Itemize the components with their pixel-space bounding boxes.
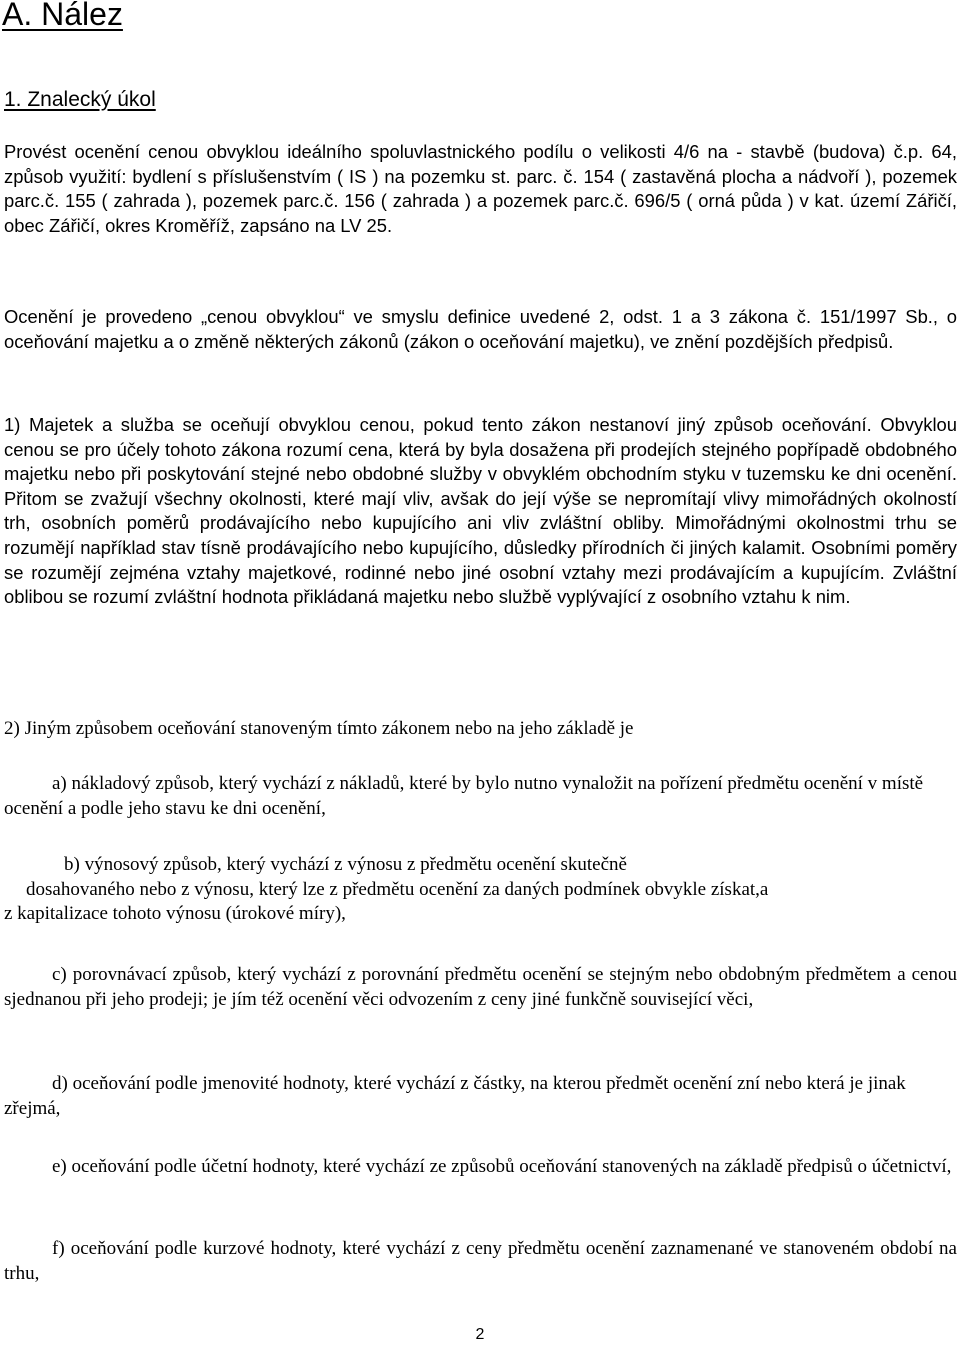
valuation-paragraph: Ocenění je provedeno „cenou obvyklou“ ve smyslu definice uvedené 2, odst. 1 a 3 zákona č. 151/1997 Sb., o oceňování majetku a o změně některých zákonů (zákon o oceňování majetku), ve znění pozdějších předpisů. bbox=[4, 306, 957, 352]
item-b-line: b) výnosový způsob, který vychází z výnosu z předmětu ocenění skutečně bbox=[64, 854, 627, 875]
subsection-heading: 1. Znalecký úkol bbox=[4, 88, 156, 111]
item-b-paragraph bbox=[4, 853, 957, 927]
section-2-paragraph: 2) Jiným způsobem oceňování stanoveným tímto zákonem nebo na jeho základě je bbox=[4, 718, 634, 739]
section-1-paragraph: 1) Majetek a služba se oceňují obvyklou cenou, pokud tento zákon nestanoví jiný způsob oceňování. Obvyklou cenou se pro účely tohoto zákona rozumí cena, která by byla dosažena při prodejích stejného popřípadě obdobného majetku nebo při poskytování stejné nebo obdobné služby v obvyklém obchodním styku v tuzemsku ke dni ocenění. Přitom se zvažují všechny okolnosti, které mají vliv, avšak do její výše se nepromítají vlivy mimořádných okolností trh, osobních poměrů prodávajícího nebo kupujícího ani vliv zvláštní obliby. Mimořádnými okolnostmi trhu se rozumějí například stav tísně prodávajícího nebo kupujícího, důsledky přírodních či jiných kalamit. Osobními poměry se rozumějí zejména vztahy majetkové, rodinné nebo jiné osobní vztahy mezi prodávajícím a kupujícím. Zvláštní oblibou se rozumí zvláštní hodnota přikládaná majetku nebo službě vyplývající z osobního vztahu k nim. bbox=[4, 414, 957, 608]
page-number: 2 bbox=[475, 1326, 485, 1343]
item-f-paragraph: f) oceňování podle kurzové hodnoty, které vychází z ceny předmětu ocenění zaznamenané ve stanoveném období na trhu, bbox=[4, 1238, 957, 1284]
item-e-paragraph: e) oceňování podle účetní hodnoty, které vychází ze způsobů oceňování stanovených na základě předpisů o účetnictví, bbox=[52, 1156, 952, 1177]
task-paragraph: Provést ocenění cenou obvyklou ideálního spoluvlastnického podílu o velikosti 4/6 na - stavbě (budova) č.p. 64, způsob využití: bydlení s příslušenstvím ( IS ) na pozemku st. parc. č. 154 ( zastavěná plocha a nádvoří ), pozemek parc.č. 155 ( zahrada ), pozemek parc.č. 156 ( zahrada ) a pozemek parc.č. 696/5 ( orná půda ) v kat. území Zářičí, obec Zářičí, okres Kroměříž, zapsáno na LV 25. bbox=[4, 141, 957, 236]
section-heading: A. Nález bbox=[2, 0, 123, 32]
item-b-line: z kapitalizace tohoto výnosu (úrokové míry), bbox=[4, 903, 346, 925]
item-d-paragraph: d) oceňování podle jmenovité hodnoty, které vychází z částky, na kterou předmět ocenění zní nebo která je jinak zřejmá, bbox=[4, 1073, 906, 1119]
item-c-paragraph: c) porovnávací způsob, který vychází z porovnání předmětu ocenění se stejným nebo obdobným předmětem a cenou sjednanou při jeho prodeji; je jím též ocenění věci odvozením z ceny jiné funkčně související věci, bbox=[4, 964, 957, 1010]
item-b-line: dosahovaného nebo z výnosu, který lze z předmětu ocenění za daných podmínek obvykle získat,a bbox=[26, 878, 769, 900]
item-a-paragraph: a) nákladový způsob, který vychází z nákladů, které by bylo nutno vynaložit na pořízení předmětu ocenění v místě ocenění a podle jeho stavu ke dni ocenění, bbox=[4, 773, 924, 819]
